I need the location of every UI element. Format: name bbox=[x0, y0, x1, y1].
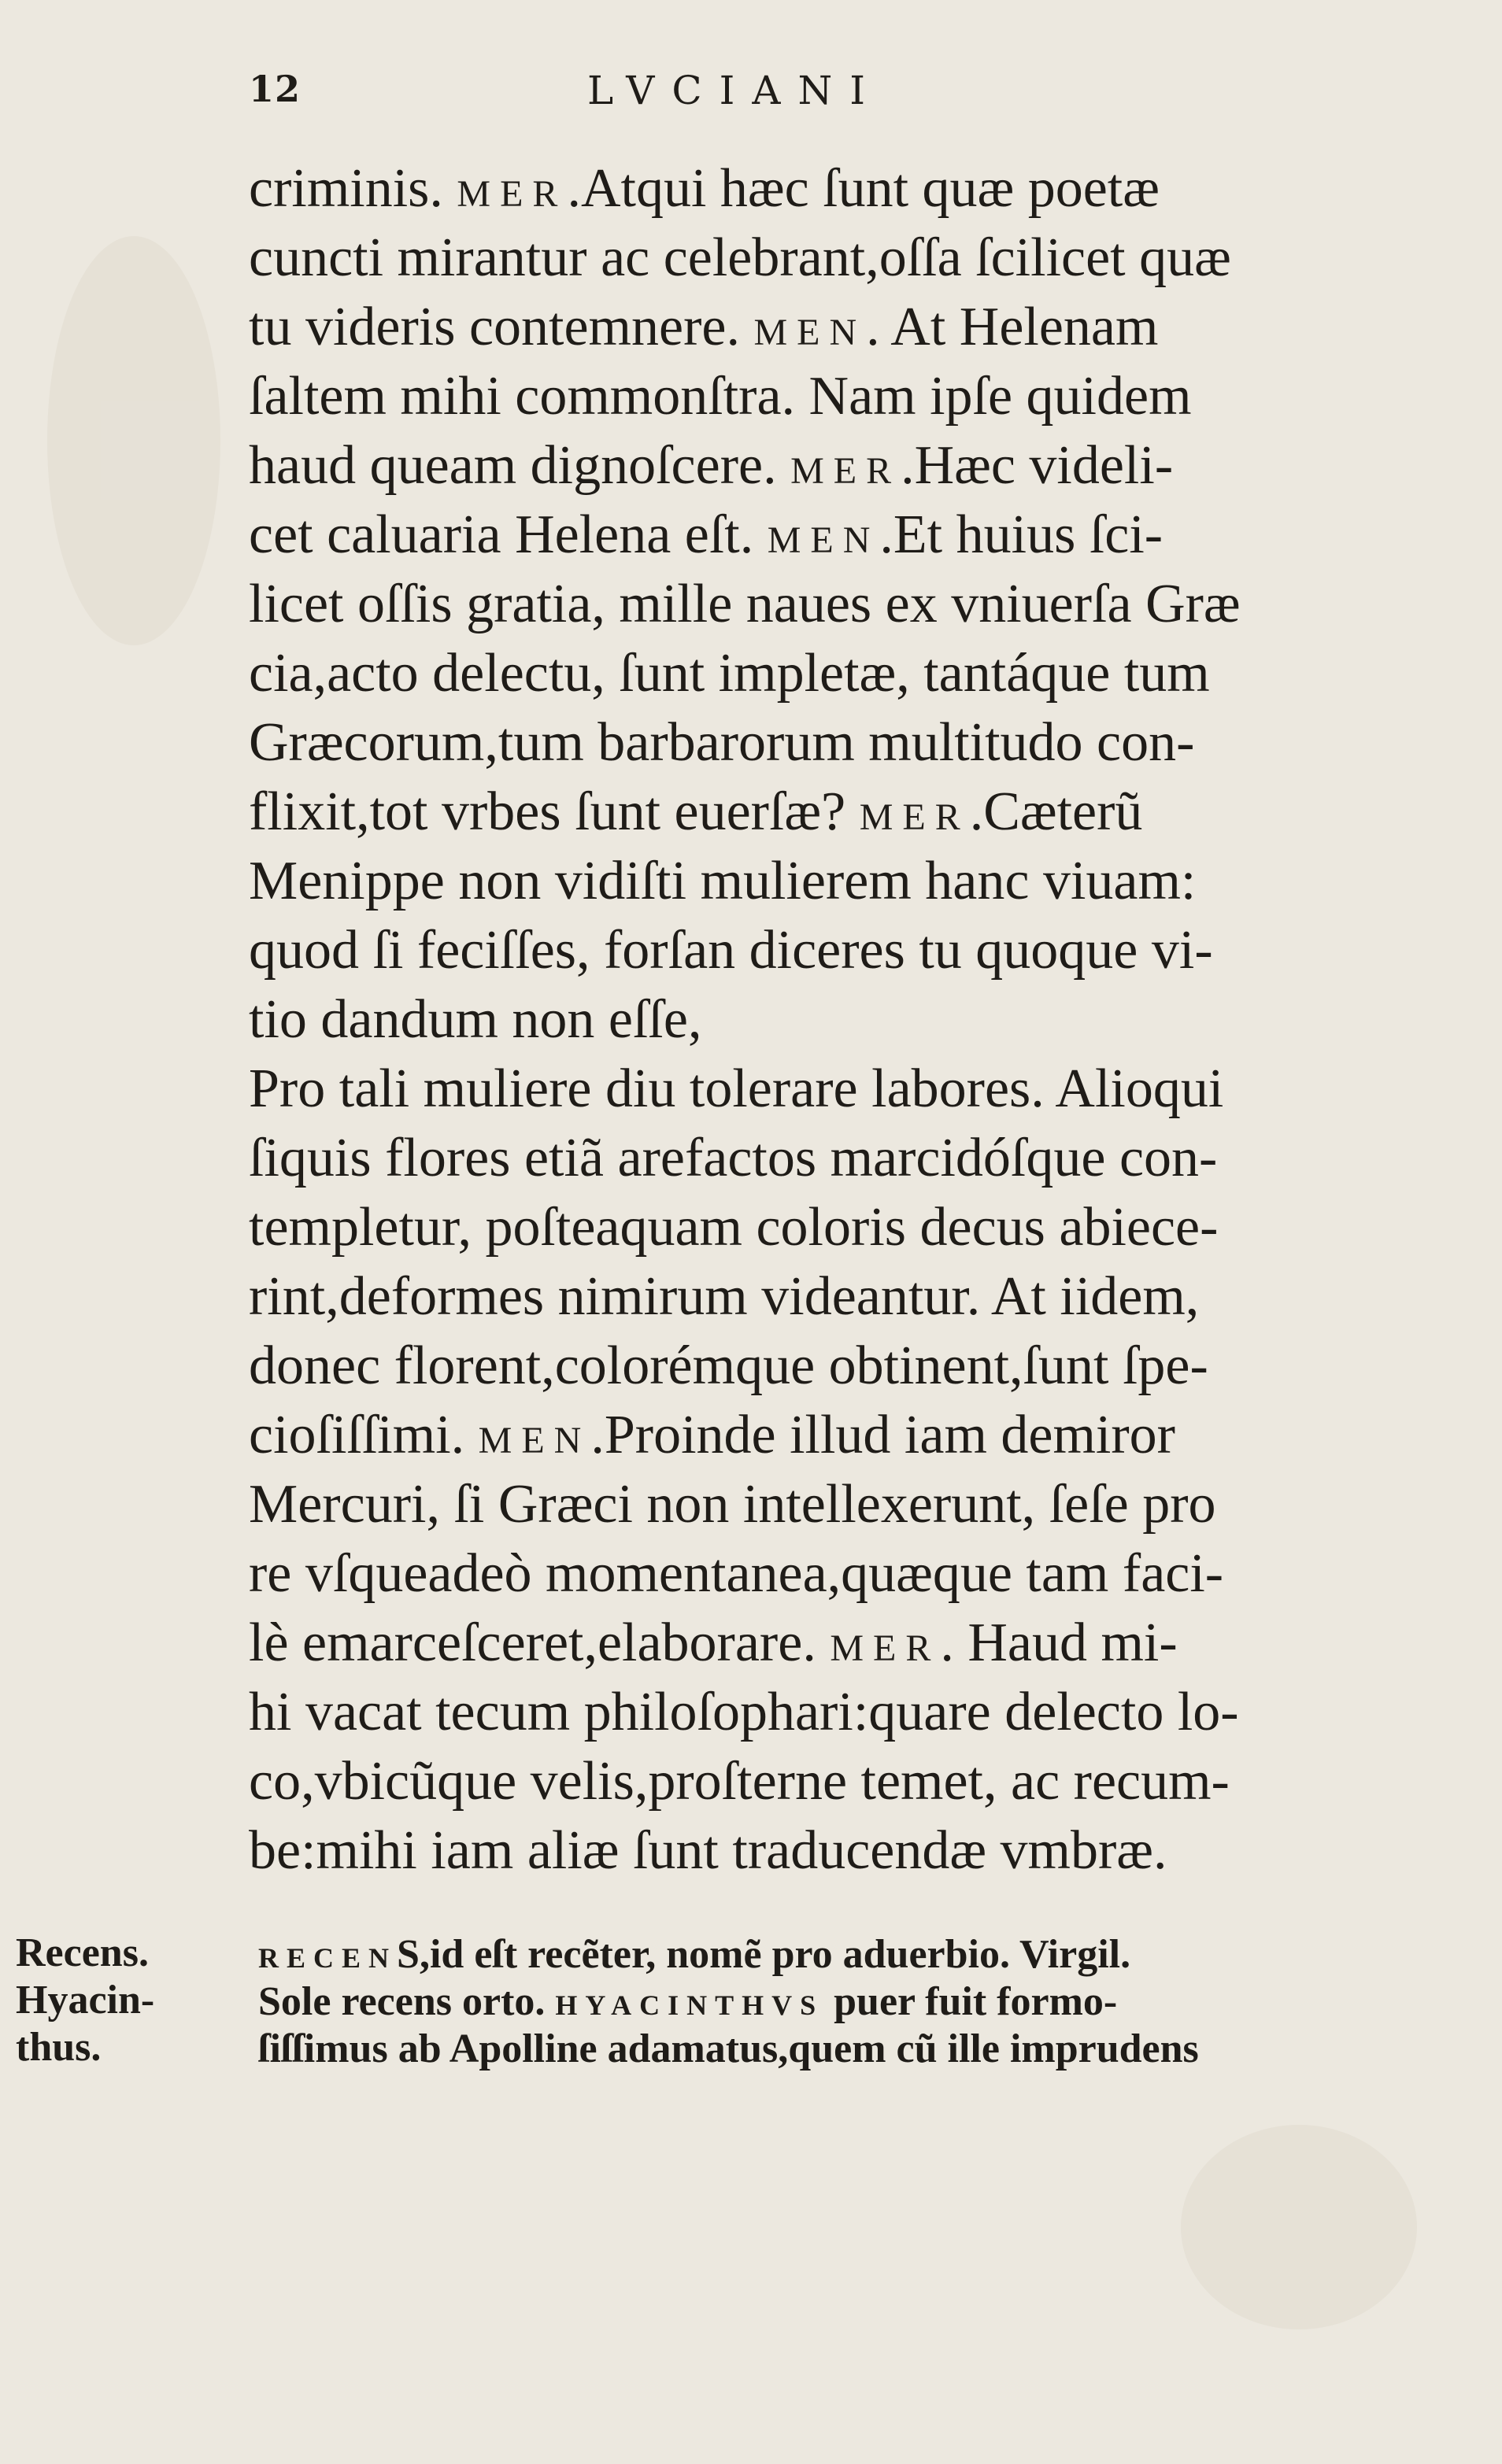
text-segment: ſiquis flores etiã arefactos marcidóſque con- bbox=[249, 1128, 1218, 1188]
text-line bbox=[249, 708, 1367, 778]
speaker-tag: MER bbox=[790, 450, 901, 492]
paper-stain bbox=[1181, 2125, 1417, 2329]
text-segment: .Hæc videli- bbox=[901, 435, 1174, 496]
text-line bbox=[249, 154, 1367, 223]
text-segment: rint,deformes nimirum videantur. At iidem, bbox=[249, 1266, 1200, 1327]
text-line bbox=[249, 1401, 1367, 1470]
text-segment: S,id eſt recẽter, nomẽ pro aduerbio. Virgil. bbox=[397, 1932, 1131, 1977]
speaker-tag: MER bbox=[859, 796, 970, 838]
text-segment: puer fuit formo- bbox=[823, 1979, 1118, 2024]
text-segment: .Cæterũ bbox=[969, 781, 1143, 842]
text-segment: . Haud mi- bbox=[940, 1612, 1178, 1673]
text-segment: Menippe non vidiſti mulierem hanc viuam: bbox=[249, 851, 1197, 911]
text-segment: . At Helenam bbox=[866, 297, 1159, 357]
text-line bbox=[249, 1816, 1367, 1886]
text-segment: re vſqueadeò momentanea,quæque tam faci- bbox=[249, 1543, 1224, 1604]
text-segment: co,vbicũque velis,proſterne temet, ac recum- bbox=[249, 1751, 1230, 1812]
text-segment: licet oſſis gratia, mille naues ex vniuerſa Græ bbox=[249, 574, 1241, 634]
text-segment: tu videris contemnere. bbox=[249, 297, 754, 357]
text-line bbox=[249, 1678, 1367, 1747]
text-segment: haud queam dignoſcere. bbox=[249, 435, 791, 496]
text-segment: donec florent,colorémque obtinent,ſunt ſpe- bbox=[249, 1335, 1208, 1396]
text-segment: cia,acto delectu, ſunt impletæ, tantáque tum bbox=[249, 643, 1210, 704]
text-line bbox=[258, 1978, 1376, 2026]
speaker-tag: RECEN bbox=[258, 1942, 398, 1974]
text-segment: flixit,tot vrbes ſunt euerſæ? bbox=[249, 781, 860, 842]
text-segment: tio dandum non eſſe, bbox=[249, 989, 702, 1050]
text-segment: ſiſſimus ab Apolline adamatus,quem cũ ille imprudens bbox=[258, 2026, 1199, 2071]
speaker-tag: MEN bbox=[753, 312, 867, 353]
text-segment: cet caluaria Helena eſt. bbox=[249, 504, 768, 565]
margin-notes bbox=[16, 1930, 220, 2071]
text-line bbox=[249, 1747, 1367, 1816]
speaker-tag: MEN bbox=[478, 1420, 591, 1461]
text-segment: ſaltem mihi commonſtra. Nam ipſe quidem bbox=[249, 366, 1192, 427]
footnote-block bbox=[258, 1931, 1376, 2073]
text-line bbox=[249, 1609, 1367, 1678]
text-line bbox=[249, 778, 1367, 847]
speaker-tag: HYACINTHVS bbox=[555, 1989, 824, 2021]
speaker-tag: MER bbox=[457, 173, 568, 215]
text-line bbox=[258, 1931, 1376, 1978]
text-segment: Mercuri, ſi Græci non intellexerunt, ſeſe pro bbox=[249, 1474, 1216, 1535]
paper-stain bbox=[47, 236, 220, 645]
text-segment: .Et huius ſci- bbox=[879, 504, 1163, 565]
text-segment: hi vacat tecum philoſophari:quare delecto lo- bbox=[249, 1682, 1239, 1742]
text-line bbox=[249, 431, 1367, 501]
text-segment: cioſiſſimi. bbox=[249, 1405, 479, 1465]
text-segment: Pro tali muliere diu tolerare labores. Alioqui bbox=[249, 1058, 1224, 1119]
text-line bbox=[258, 2026, 1376, 2073]
text-line bbox=[249, 1055, 1367, 1124]
text-line bbox=[249, 223, 1367, 293]
text-line bbox=[249, 1193, 1367, 1262]
speaker-tag: MEN bbox=[767, 519, 880, 561]
main-text-block bbox=[249, 154, 1367, 1886]
text-segment: criminis. bbox=[249, 158, 457, 219]
text-segment: templetur, poſteaquam coloris decus abiece- bbox=[249, 1197, 1219, 1258]
text-segment: Sole recens orto. bbox=[258, 1979, 556, 2024]
text-segment: Græcorum,tum barbarorum multitudo con- bbox=[249, 712, 1195, 773]
text-segment: .Atqui hæc ſunt quæ poetæ bbox=[567, 158, 1160, 219]
text-line bbox=[249, 1470, 1367, 1539]
text-line bbox=[249, 847, 1367, 916]
text-segment: be:mihi iam aliæ ſunt traducendæ vmbræ. bbox=[249, 1820, 1167, 1881]
margin-note: Recens. bbox=[16, 1930, 149, 1975]
text-line bbox=[249, 293, 1367, 362]
running-head: LVCIANI bbox=[587, 68, 882, 113]
text-line bbox=[249, 985, 1367, 1055]
margin-note: thus. bbox=[16, 2025, 102, 2070]
text-line bbox=[249, 570, 1367, 639]
text-line bbox=[249, 1262, 1367, 1332]
text-line bbox=[249, 916, 1367, 985]
text-line bbox=[249, 1124, 1367, 1193]
page-header bbox=[249, 68, 1335, 123]
page-number: 12 bbox=[249, 68, 302, 110]
text-line bbox=[249, 639, 1367, 708]
text-line bbox=[249, 1539, 1367, 1609]
text-line bbox=[249, 501, 1367, 570]
text-segment: cuncti mirantur ac celebrant,oſſa ſcilicet quæ bbox=[249, 227, 1231, 288]
margin-note: Hyacin- bbox=[16, 1978, 155, 2023]
text-segment: lè emarceſceret,elaborare. bbox=[249, 1612, 831, 1673]
text-segment: .Proinde illud iam demiror bbox=[590, 1405, 1175, 1465]
text-line bbox=[249, 362, 1367, 431]
text-line bbox=[249, 1332, 1367, 1401]
text-segment: quod ſi feciſſes, forſan diceres tu quoque vi- bbox=[249, 920, 1213, 981]
speaker-tag: MER bbox=[830, 1627, 941, 1669]
